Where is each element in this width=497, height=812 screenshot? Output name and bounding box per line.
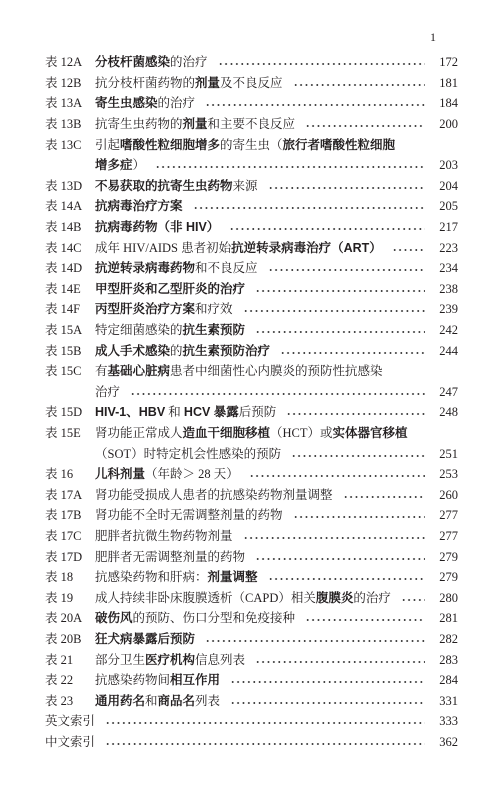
title-text: 肾功能不全时无需调整剂量的药物 bbox=[95, 508, 283, 523]
title-text: 的 bbox=[170, 343, 183, 358]
table-of-contents bbox=[45, 52, 458, 752]
leader-dots bbox=[205, 639, 425, 643]
index-page-number: 333 bbox=[439, 714, 458, 729]
index-entry bbox=[45, 732, 458, 753]
title-emphasis: 增多症 bbox=[95, 158, 133, 173]
page-number: 1 bbox=[430, 30, 436, 44]
table-label: 表 15B bbox=[45, 343, 82, 358]
table-label: 表 19 bbox=[45, 590, 74, 605]
entry-page-number: 244 bbox=[439, 343, 458, 358]
entry-title bbox=[95, 673, 220, 687]
title-text: 肾功能正常成人 bbox=[95, 425, 183, 440]
entry-page-number: 248 bbox=[439, 405, 458, 420]
entry-page-number: 279 bbox=[439, 570, 458, 585]
entry-page-number: 279 bbox=[439, 549, 458, 564]
leader-dots bbox=[291, 454, 425, 458]
table-label: 表 20B bbox=[45, 631, 82, 646]
leader-dots bbox=[249, 474, 425, 478]
entry-page-number: 283 bbox=[439, 652, 458, 667]
leader-dots bbox=[255, 660, 425, 664]
leader-dots bbox=[243, 536, 425, 540]
entry-title bbox=[95, 138, 395, 152]
toc-entry bbox=[45, 629, 458, 650]
entry-page-number: 277 bbox=[439, 528, 458, 543]
leader-dots bbox=[255, 557, 425, 561]
title-text: 和 bbox=[145, 693, 158, 708]
title-text: 抗分枝杆菌药物的 bbox=[95, 75, 196, 90]
entry-page-number: 184 bbox=[439, 96, 458, 111]
entry-title bbox=[95, 158, 145, 172]
entry-title bbox=[95, 611, 295, 625]
toc-entry bbox=[45, 299, 458, 320]
title-text: 部分卫生 bbox=[95, 652, 146, 667]
toc-entry bbox=[45, 464, 458, 485]
index-entry bbox=[45, 711, 458, 732]
entry-title bbox=[95, 508, 283, 522]
leader-dots bbox=[280, 351, 425, 355]
entry-title bbox=[95, 76, 283, 90]
toc-entry bbox=[45, 217, 458, 238]
entry-title bbox=[95, 241, 382, 255]
entry-title bbox=[95, 364, 383, 378]
title-emphasis: 不易获取的抗寄生虫药物 bbox=[95, 178, 233, 193]
table-label: 表 12B bbox=[45, 75, 82, 90]
title-text: 治疗 bbox=[95, 384, 121, 399]
title-emphasis: 造血干细胞移植 bbox=[182, 425, 271, 440]
leader-dots bbox=[343, 495, 425, 499]
table-label: 表 16 bbox=[45, 467, 74, 482]
entry-title bbox=[95, 694, 220, 708]
entry-page-number: 239 bbox=[439, 302, 458, 317]
table-label: 表 12A bbox=[45, 55, 83, 70]
entry-title bbox=[95, 261, 258, 275]
table-label: 表 13D bbox=[45, 178, 83, 193]
toc-entry bbox=[45, 52, 458, 73]
leader-dots bbox=[401, 598, 425, 602]
title-text: 和不良反应 bbox=[195, 261, 258, 276]
toc-entry bbox=[45, 402, 458, 423]
entry-page-number: 238 bbox=[439, 281, 458, 296]
title-text: 成年 HIV/AIDS 患者初始 bbox=[95, 240, 232, 255]
entry-title bbox=[95, 405, 276, 419]
title-text: 后预防 bbox=[238, 405, 277, 420]
index-page-number: 362 bbox=[439, 734, 458, 749]
leader-dots bbox=[286, 412, 425, 416]
title-emphasis: 腹膜炎 bbox=[315, 590, 354, 605]
table-label: 表 17D bbox=[45, 549, 83, 564]
title-emphasis: 抗病毒药物（非 HIV） bbox=[95, 220, 220, 235]
leader-dots bbox=[130, 392, 425, 396]
toc-entry bbox=[45, 176, 458, 197]
entry-page-number: 281 bbox=[439, 611, 458, 626]
leader-dots bbox=[105, 721, 425, 725]
title-text: 的预防、伤口分型和免疫接种 bbox=[132, 611, 296, 626]
entry-title bbox=[95, 632, 195, 646]
entry-title bbox=[95, 220, 219, 234]
title-emphasis: 抗逆转录病毒治疗（ART） bbox=[231, 240, 382, 255]
table-label: 表 20A bbox=[45, 611, 83, 626]
leader-dots bbox=[205, 103, 425, 107]
title-emphasis: 剂量 bbox=[182, 117, 208, 132]
toc-entry bbox=[45, 196, 458, 217]
toc-entry bbox=[45, 690, 458, 711]
table-label: 表 23 bbox=[45, 693, 74, 708]
leader-dots bbox=[392, 248, 425, 252]
table-label: 表 17A bbox=[45, 487, 83, 502]
leader-dots bbox=[155, 165, 425, 169]
title-text: （SOT）时特定机会性感染的预防 bbox=[95, 446, 282, 461]
table-label: 表 14F bbox=[45, 302, 81, 317]
title-emphasis: 剂量调整 bbox=[207, 570, 258, 585]
title-emphasis: 实体器官移植 bbox=[332, 425, 408, 440]
title-emphasis: 抗生素预防治疗 bbox=[182, 343, 271, 358]
toc-entry bbox=[45, 279, 458, 300]
title-text: 特定细菌感染的 bbox=[95, 323, 183, 338]
toc-entry bbox=[45, 608, 458, 629]
title-text: 信息列表 bbox=[195, 652, 246, 667]
toc-entry bbox=[45, 73, 458, 94]
entry-page-number: 277 bbox=[439, 508, 458, 523]
title-text: （HCT）或 bbox=[270, 425, 333, 440]
title-text: 的治疗 bbox=[353, 590, 391, 605]
table-label: 表 15C bbox=[45, 364, 82, 379]
table-label: 表 13C bbox=[45, 137, 82, 152]
title-text: 有 bbox=[95, 364, 108, 379]
entry-page-number: 204 bbox=[439, 178, 458, 193]
title-text: 的寄生虫（ bbox=[220, 137, 283, 152]
entry-page-number: 203 bbox=[439, 158, 458, 173]
entry-title bbox=[95, 385, 120, 399]
entry-title bbox=[95, 323, 245, 337]
entry-title bbox=[95, 467, 239, 481]
leader-dots bbox=[255, 330, 425, 334]
toc-entry bbox=[45, 649, 458, 670]
toc-entry bbox=[45, 258, 458, 279]
title-emphasis: HCV 暴露 bbox=[183, 405, 239, 420]
title-text: 来源 bbox=[232, 178, 258, 193]
entry-page-number: 172 bbox=[439, 55, 458, 70]
table-label: 表 15A bbox=[45, 323, 83, 338]
title-text: 成人持续非卧床腹膜透析（CAPD）相关 bbox=[95, 590, 316, 605]
leader-dots bbox=[305, 124, 425, 128]
table-label: 表 15D bbox=[45, 405, 83, 420]
entry-title bbox=[95, 302, 233, 316]
toc-entry bbox=[45, 93, 458, 114]
index-title: 英文索引 bbox=[45, 714, 96, 729]
title-text: 肥胖者无需调整剂量的药物 bbox=[95, 549, 246, 564]
title-emphasis: 甲型肝炎和乙型肝炎的治疗 bbox=[95, 281, 246, 296]
title-emphasis: 通用药名 bbox=[95, 693, 146, 708]
toc-entry bbox=[45, 340, 458, 361]
toc-entry bbox=[45, 423, 458, 444]
title-text: 和疗效 bbox=[195, 302, 233, 317]
toc-entry-continuation bbox=[45, 443, 458, 464]
table-label: 表 18 bbox=[45, 570, 74, 585]
entry-page-number: 251 bbox=[439, 446, 458, 461]
title-text: 的治疗 bbox=[170, 55, 208, 70]
title-emphasis: 旅行者嗜酸性粒细胞 bbox=[282, 137, 396, 152]
title-emphasis: 医疗机构 bbox=[145, 652, 196, 667]
toc-entry-continuation bbox=[45, 382, 458, 403]
entry-title bbox=[95, 488, 333, 502]
entry-title bbox=[95, 282, 245, 296]
title-emphasis: 剂量 bbox=[195, 75, 221, 90]
title-emphasis: 抗生素预防 bbox=[182, 323, 246, 338]
toc-entry bbox=[45, 114, 458, 135]
entry-title bbox=[95, 96, 195, 110]
entry-title bbox=[95, 447, 281, 461]
title-text: 和主要不良反应 bbox=[207, 117, 296, 132]
toc-entry bbox=[45, 484, 458, 505]
title-emphasis: 抗病毒治疗方案 bbox=[95, 199, 183, 214]
leader-dots bbox=[218, 62, 425, 66]
leader-dots bbox=[293, 83, 425, 87]
title-text: 的治疗 bbox=[157, 96, 196, 111]
title-text: 抗感染药物和肝病： bbox=[95, 570, 208, 585]
entry-page-number: 284 bbox=[439, 673, 458, 688]
title-text: 抗寄生虫药物的 bbox=[95, 117, 183, 132]
entry-page-number: 260 bbox=[439, 487, 458, 502]
leader-dots bbox=[243, 309, 425, 313]
table-label: 表 22 bbox=[45, 673, 74, 688]
entry-title bbox=[95, 179, 258, 193]
entry-title bbox=[95, 570, 258, 584]
toc-entry bbox=[45, 526, 458, 547]
table-label: 表 14A bbox=[45, 199, 83, 214]
table-label: 表 14E bbox=[45, 281, 81, 296]
title-emphasis: 分枝杆菌感染 bbox=[95, 55, 171, 70]
entry-page-number: 282 bbox=[439, 631, 458, 646]
index-title: 中文索引 bbox=[45, 734, 96, 749]
entry-page-number: 223 bbox=[439, 240, 458, 255]
table-label: 表 17B bbox=[45, 508, 82, 523]
leader-dots bbox=[105, 742, 425, 746]
title-text: ） bbox=[132, 158, 146, 173]
leader-dots bbox=[293, 515, 425, 519]
leader-dots bbox=[268, 577, 425, 581]
table-label: 表 14B bbox=[45, 220, 82, 235]
entry-page-number: 234 bbox=[439, 261, 458, 276]
table-label: 表 14C bbox=[45, 240, 82, 255]
entry-page-number: 217 bbox=[439, 220, 458, 235]
title-emphasis: 儿科剂量 bbox=[95, 467, 146, 482]
title-text: 抗感染药物间 bbox=[95, 673, 171, 688]
title-emphasis: 丙型肝炎治疗方案 bbox=[95, 302, 196, 317]
entry-page-number: 242 bbox=[439, 323, 458, 338]
entry-page-number: 280 bbox=[439, 590, 458, 605]
toc-entry bbox=[45, 670, 458, 691]
title-emphasis: 基础心脏病 bbox=[107, 364, 171, 379]
entry-title bbox=[95, 55, 208, 69]
entry-title bbox=[95, 199, 183, 213]
title-emphasis: 狂犬病暴露后预防 bbox=[95, 631, 196, 646]
title-text: 肾功能受损成人患者的抗感染药物剂量调整 bbox=[95, 487, 333, 502]
title-emphasis: 嗜酸性粒细胞增多 bbox=[120, 137, 221, 152]
leader-dots bbox=[193, 206, 425, 210]
entry-title bbox=[95, 591, 391, 605]
entry-page-number: 247 bbox=[439, 384, 458, 399]
title-emphasis: 相互作用 bbox=[170, 673, 221, 688]
toc-entry bbox=[45, 320, 458, 341]
entry-title bbox=[95, 426, 408, 440]
entry-page-number: 200 bbox=[439, 117, 458, 132]
toc-entry bbox=[45, 361, 458, 382]
table-label: 表 17C bbox=[45, 528, 82, 543]
entry-page-number: 205 bbox=[439, 199, 458, 214]
table-label: 表 15E bbox=[45, 425, 81, 440]
title-text: （年龄＞ 28 天） bbox=[145, 467, 239, 482]
entry-page-number: 253 bbox=[439, 467, 458, 482]
leader-dots bbox=[255, 289, 425, 293]
entry-title bbox=[95, 117, 295, 131]
entry-title bbox=[95, 653, 245, 667]
title-emphasis: 寄生虫感染 bbox=[95, 96, 158, 111]
leader-dots bbox=[268, 268, 425, 272]
entry-title bbox=[95, 529, 233, 543]
title-text: 引起 bbox=[95, 137, 121, 152]
leader-dots bbox=[230, 680, 425, 684]
entry-page-number: 181 bbox=[439, 75, 458, 90]
leader-dots bbox=[229, 227, 425, 231]
table-label: 表 13B bbox=[45, 117, 82, 132]
entry-page-number: 331 bbox=[439, 693, 458, 708]
title-emphasis: 商品名 bbox=[157, 693, 196, 708]
title-emphasis: 破伤风 bbox=[95, 611, 133, 626]
title-text: 肥胖者抗微生物药物剂量 bbox=[95, 528, 233, 543]
toc-entry bbox=[45, 134, 458, 155]
entry-title bbox=[95, 344, 270, 358]
title-text: 及不良反应 bbox=[220, 75, 283, 90]
title-emphasis: HIV-1、HBV bbox=[95, 405, 166, 420]
leader-dots bbox=[230, 701, 425, 705]
toc-entry bbox=[45, 567, 458, 588]
table-label: 表 21 bbox=[45, 652, 74, 667]
toc-entry bbox=[45, 546, 458, 567]
title-emphasis: 成人手术感染 bbox=[95, 343, 171, 358]
table-label: 表 14D bbox=[45, 261, 83, 276]
title-text: 和 bbox=[165, 405, 184, 420]
toc-entry bbox=[45, 505, 458, 526]
entry-title bbox=[95, 550, 245, 564]
leader-dots bbox=[305, 618, 425, 622]
title-text: 列表 bbox=[195, 693, 221, 708]
leader-dots bbox=[268, 186, 425, 190]
toc-entry bbox=[45, 587, 458, 608]
title-emphasis: 抗逆转录病毒药物 bbox=[95, 261, 196, 276]
table-label: 表 13A bbox=[45, 96, 83, 111]
title-text: 患者中细菌性心内膜炎的预防性抗感染 bbox=[170, 364, 383, 379]
toc-entry bbox=[45, 237, 458, 258]
toc-entry-continuation bbox=[45, 155, 458, 176]
